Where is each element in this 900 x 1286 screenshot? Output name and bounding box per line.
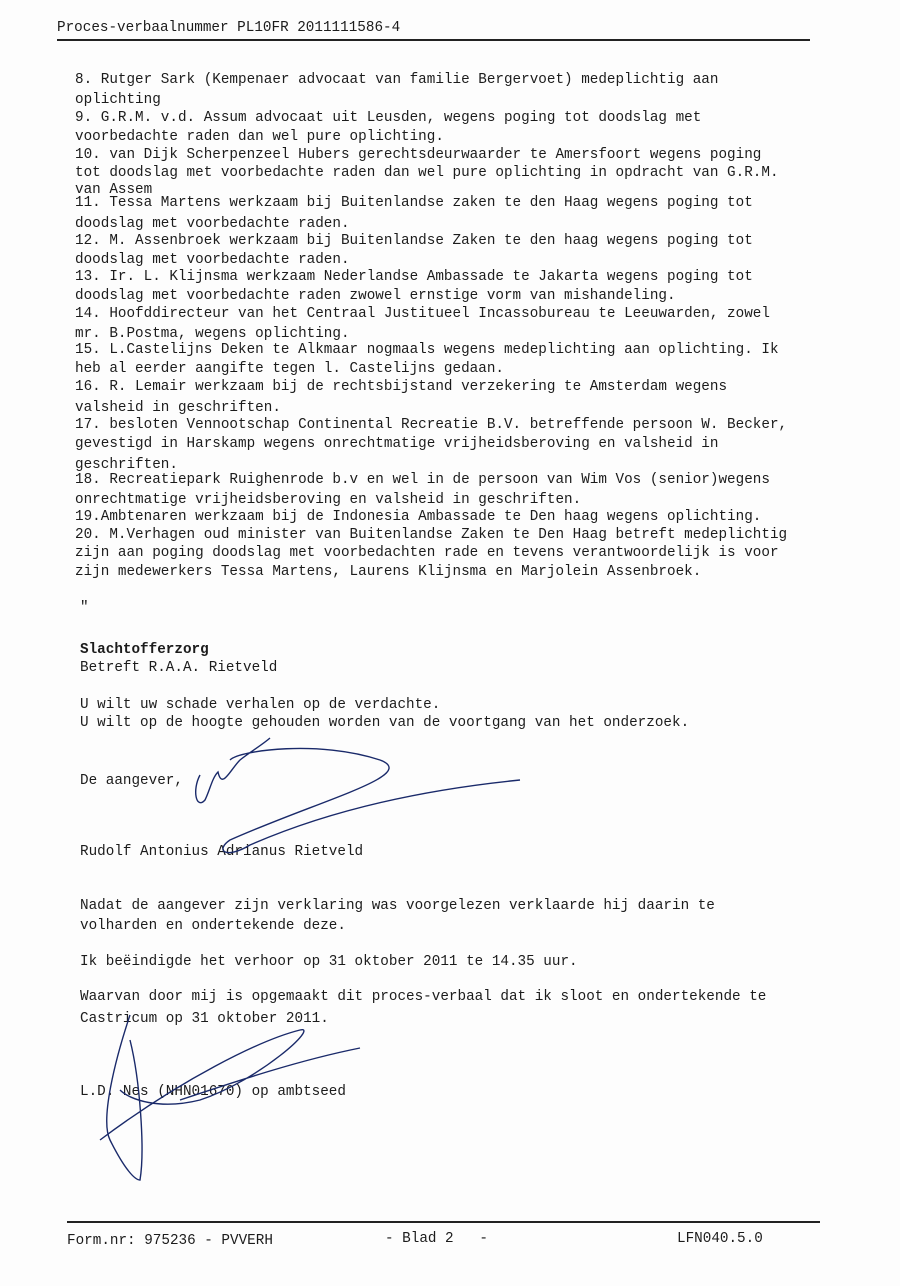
- list-item-line: 12. M. Assenbroek werkzaam bij Buitenlandse Zaken te den haag wegens poging tot: [75, 233, 753, 249]
- list-item-line: valsheid in geschriften.: [75, 400, 281, 416]
- victim-line: U wilt op de hoogte gehouden worden van de voortgang van het onderzoek.: [80, 715, 690, 731]
- declarant-name: Rudolf Antonius Adrianus Rietveld: [80, 844, 364, 860]
- list-item-line: van Assem: [75, 182, 153, 198]
- list-item-line: voorbedachte raden dan wel pure oplichting.: [75, 129, 444, 145]
- list-item-line: 17. besloten Vennootschap Continental Recreatie B.V. betreffende persoon W. Becker,: [75, 417, 788, 433]
- list-item-line: zijn aan poging doodslag met voorbedachten rade en tevens verantwoordelijk is voor: [75, 545, 779, 561]
- footer-page-number: - Blad 2 -: [385, 1231, 488, 1247]
- list-item-line: oplichting: [75, 92, 161, 108]
- list-item-line: heb al eerder aangifte tegen l. Castelijns gedaan.: [75, 361, 504, 377]
- list-item-line: 19.Ambtenaren werkzaam bij de Indonesia Ambassade te Den haag wegens oplichting.: [75, 509, 762, 525]
- closing-text: Waarvan door mij is opgemaakt dit proces-verbaal dat ik sloot en ondertekende te: [80, 989, 767, 1005]
- list-item-line: 9. G.R.M. v.d. Assum advocaat uit Leusden, wegens poging tot doodslag met: [75, 110, 702, 126]
- list-item-line: 13. Ir. L. Klijnsma werkzaam Nederlandse Ambassade te Jakarta wegens poging tot: [75, 269, 753, 285]
- list-item-line: doodslag met voorbedachte raden.: [75, 252, 350, 268]
- list-item-line: 14. Hoofddirecteur van het Centraal Justitueel Incassobureau te Leeuwarden, zowel: [75, 306, 770, 322]
- list-item-line: 20. M.Verhagen oud minister van Buitenlandse Zaken te Den Haag betreft medeplichtig: [75, 527, 788, 543]
- list-item-line: gevestigd in Harskamp wegens onrechtmatige vrijheidsberoving en valsheid in: [75, 436, 719, 452]
- list-item-line: 8. Rutger Sark (Kempenaer advocaat van familie Bergervoet) medeplichtig aan: [75, 72, 719, 88]
- victim-line: U wilt uw schade verhalen op de verdachte.: [80, 697, 441, 713]
- list-item-line: 11. Tessa Martens werkzaam bij Buitenlandse zaken te den Haag wegens poging tot: [75, 195, 753, 211]
- list-item-line: doodslag met voorbedachte raden.: [75, 216, 350, 232]
- list-item-line: 16. R. Lemair werkzaam bij de rechtsbijstand verzekering te Amsterdam wegens: [75, 379, 728, 395]
- closing-text: Nadat de aangever zijn verklaring was voorgelezen verklaarde hij daarin te: [80, 898, 715, 914]
- footer-form-number: Form.nr: 975236 - PVVERH: [67, 1233, 273, 1249]
- list-item-line: zijn medewerkers Tessa Martens, Laurens Klijnsma en Marjolein Assenbroek.: [75, 564, 702, 580]
- closing-quote: ": [80, 600, 89, 616]
- declarant-signature: [196, 738, 520, 853]
- list-item-line: 18. Recreatiepark Ruighenrode b.v en wel in de persoon van Wim Vos (senior)wegens: [75, 472, 770, 488]
- list-item-line: onrechtmatige vrijheidsberoving en valsheid in geschriften.: [75, 492, 582, 508]
- list-item-line: geschriften.: [75, 457, 178, 473]
- regarding-line: Betreft R.A.A. Rietveld: [80, 660, 278, 676]
- footer-code: LFN040.5.0: [677, 1231, 763, 1247]
- list-item-line: tot doodslag met voorbedachte raden dan wel pure oplichting in opdracht van G.R.M.: [75, 165, 779, 181]
- list-item-line: 15. L.Castelijns Deken te Alkmaar nogmaals wegens medeplichting aan oplichting. Ik: [75, 342, 779, 358]
- header-rule: [57, 39, 810, 41]
- footer-rule: [67, 1221, 820, 1223]
- closing-text: Castricum op 31 oktober 2011.: [80, 1011, 329, 1027]
- list-item-line: doodslag met voorbedachte raden zwowel ernstige vorm van mishandeling.: [75, 288, 676, 304]
- header-title: Proces-verbaalnummer PL10FR 2011111586-4: [57, 20, 401, 36]
- closing-text: Ik beëindigde het verhoor op 31 oktober 2011 te 14.35 uur.: [80, 954, 578, 970]
- list-item-line: mr. B.Postma, wegens oplichting.: [75, 326, 350, 342]
- section-heading: Slachtofferzorg: [80, 642, 209, 658]
- closing-text: volharden en ondertekende deze.: [80, 918, 346, 934]
- list-item-line: 10. van Dijk Scherpenzeel Hubers gerechtsdeurwaarder te Amersfoort wegens poging: [75, 147, 762, 163]
- officer-line: L.D. Nes (NHN01670) op ambtseed: [80, 1084, 346, 1100]
- declarant-label: De aangever,: [80, 773, 183, 789]
